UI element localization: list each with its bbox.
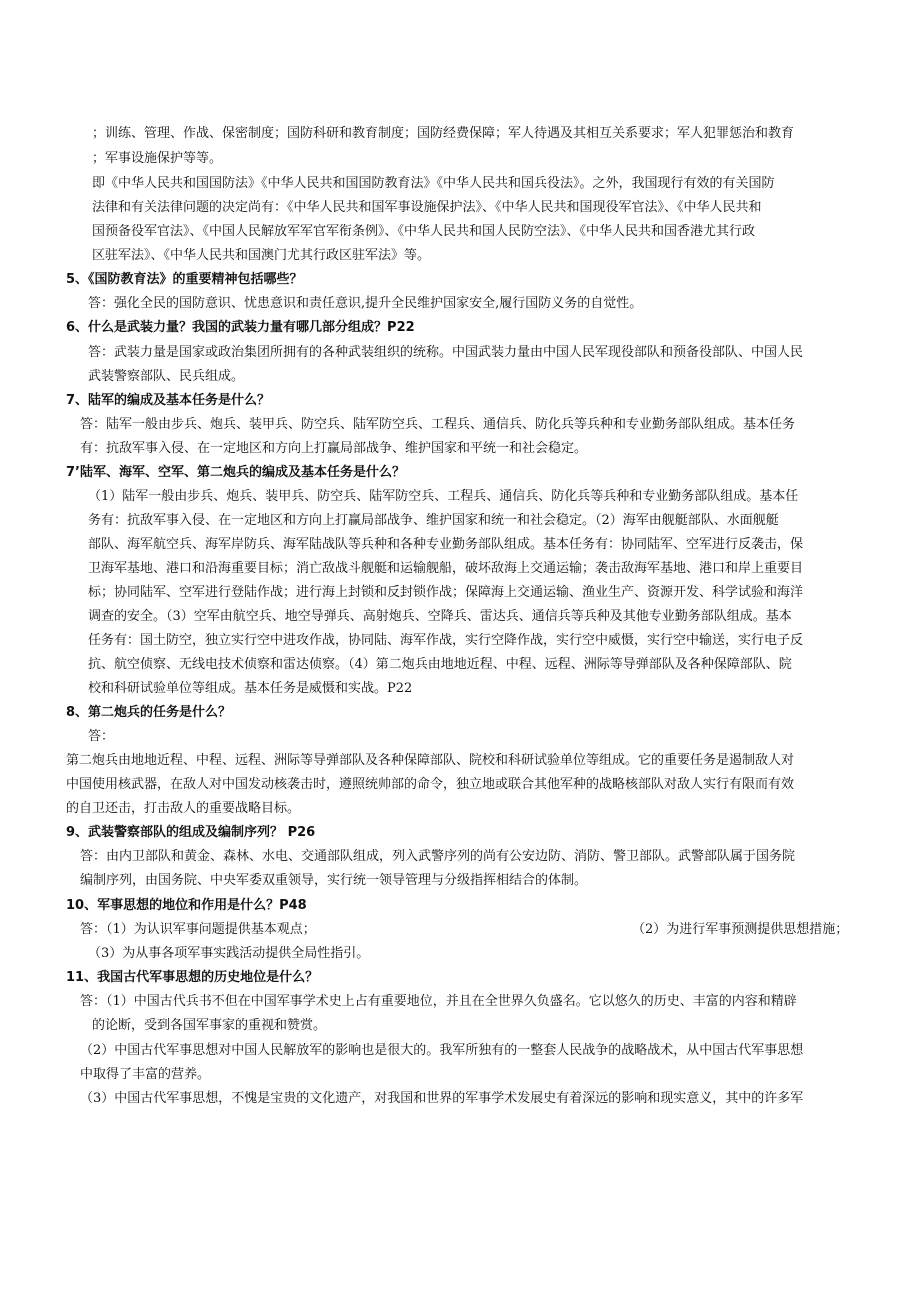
answer-line: 第二炮兵由地地近程、中程、远程、洲际等导弹部队及各种保障部队、院校和科研试验单位等组成。它的重要任务是遏制敌人对 <box>66 753 795 768</box>
answer-line: 答：（1）为认识军事问题提供基本观点； <box>80 922 316 937</box>
text-line: 法律和有关法律问题的决定尚有：《中华人民共和国军事设施保护法》、《中华人民共和国现役军官法》、《中华人民共和 <box>92 200 762 215</box>
answer-line: 编制序列，由国务院、中央军委双重领导，实行统一领导管理与分级指挥相结合的体制。 <box>80 873 588 888</box>
answer-line: 校和科研试验单位等组成。基本任务是威慑和实战。P22 <box>88 681 413 696</box>
question-heading-7b: 7’陆军、海军、空军、第二炮兵的编成及基本任务是什么？ <box>66 465 405 480</box>
answer-line: 中国使用核武器，在敌人对中国发动核袭击时，遵照统帅部的命令，独立地或联合其他军种的战略核部队对敌人实行有限而有效 <box>66 777 795 792</box>
answer-line: 务有：抗敌军事入侵、在一定地区和方向上打赢局部战争、维护国家和统一和社会稳定。（2）海军由舰艇部队、水面舰艇 <box>88 513 779 528</box>
answer-line: 答：由内卫部队和黄金、森林、水电、交通部队组成，列入武警序列的尚有公安边防、消防、警卫部队。武警部队属于国务院 <box>80 849 796 864</box>
question-heading-11: 11、我国古代军事思想的历史地位是什么？ <box>66 970 319 985</box>
answer-line: 武装警察部队、民兵组成。 <box>88 369 245 384</box>
text-line: 即《中华人民共和国国防法》《中华人民共和国国防教育法》《中华人民共和国兵役法》。之外，我国现行有效的有关国防 <box>92 176 775 191</box>
text-line: ；训练、管理、作战、保密制度；国防科研和教育制度；国防经费保障；军人待遇及其相互关系要求；军人犯罪惩治和教育 <box>92 126 795 141</box>
answer-label: 答： <box>88 729 115 744</box>
answer-line: 答：（1）中国古代兵书不但在中国军事学术史上占有重要地位，并且在全世界久负盛名。它以悠久的历史、丰富的内容和精辟 <box>80 994 797 1009</box>
answer-line: 的自卫还击，打击敌人的重要战略目标。 <box>66 801 301 816</box>
answer-line: （3）为从事各项军事实践活动提供全局性指引。 <box>88 946 370 961</box>
answer-line: （2）中国古代军事思想对中国人民解放军的影响也是很大的。我军所独有的一整套人民战争的战略战术，从中国古代军事思想 <box>80 1043 804 1058</box>
answer-line: 抗、航空侦察、无线电技术侦察和雷达侦察。（4）第二炮兵由地地近程、中程、远程、洲际等导弹部队及各种保障部队、院 <box>88 657 792 672</box>
question-heading-5: 5、《国防教育法》的重要精神包括哪些？ <box>66 272 303 287</box>
question-heading-6: 6、什么是武装力量？我国的武装力量有哪几部分组成？P22 <box>66 320 415 335</box>
answer-line: 卫海军基地、港口和沿海重要目标；消亡敌战斗舰艇和运输舰船，破坏敌海上交通运输；袭击敌海军基地、港口和岸上重要目 <box>88 561 804 576</box>
answer-line: 有：抗敌军事入侵、在一定地区和方向上打赢局部战争、维护国家和平统一和社会稳定。 <box>80 441 588 456</box>
answer-line: 调查的安全。（3）空军由航空兵、地空导弹兵、高射炮兵、空降兵、雷达兵、通信兵等兵种及其他专业勤务部队组成。基本 <box>88 609 792 624</box>
answer-line: 标；协同陆军、空军进行登陆作战；进行海上封锁和反封锁作战；保障海上交通运输、渔业生产、资源开发、科学试验和海洋 <box>88 585 804 600</box>
answer-line: 答：武装力量是国家或政治集团所拥有的各种武装组织的统称。中国武装力量由中国人民军现役部队和预备役部队、中国人民 <box>88 345 804 360</box>
answer-line: 答：强化全民的国防意识、忧患意识和责任意识,提升全民维护国家安全,履行国防义务的自觉性。 <box>88 296 643 311</box>
question-heading-8: 8、第二炮兵的任务是什么？ <box>66 705 232 720</box>
answer-line: 的论断，受到各国军事家的重视和赞赏。 <box>92 1018 327 1033</box>
text-line: 国预备役军官法》、《中国人民解放军军官军衔条例》、《中华人民共和国人民防空法》、《中华人民共和国香港尤其行政 <box>92 224 756 239</box>
answer-line: （1）陆军一般由步兵、炮兵、装甲兵、防空兵、陆军防空兵、工程兵、通信兵、防化兵等兵种和专业勤务部队组成。基本任 <box>88 489 799 504</box>
text-line: ；军事设施保护等等。 <box>92 151 223 166</box>
answer-line: 中取得了丰富的营养。 <box>80 1067 211 1082</box>
answer-line: 部队、海军航空兵、海军岸防兵、海军陆战队等兵种和各种专业勤务部队组成。基本任务有：协同陆军、空军进行反袭击，保 <box>88 537 804 552</box>
text-line: 区驻军法》、《中华人民共和国澳门尤其行政区驻军法》等。 <box>92 248 431 263</box>
answer-line: 答：陆军一般由步兵、炮兵、装甲兵、防空兵、陆军防空兵、工程兵、通信兵、防化兵等兵种和专业勤务部队组成。基本任务 <box>80 417 796 432</box>
answer-line: （3）中国古代军事思想，不愧是宝贵的文化遗产，对我国和世界的军事学术发展史有着深远的影响和现实意义，其中的许多军 <box>80 1091 804 1106</box>
question-heading-7: 7、陆军的编成及基本任务是什么？ <box>66 393 271 408</box>
question-heading-9: 9、武装警察部队的组成及编制序列？ P26 <box>66 825 316 840</box>
question-heading-10: 10、军事思想的地位和作用是什么？P48 <box>66 898 307 913</box>
answer-line-right: （2）为进行军事预测提供思想措施； <box>632 922 849 937</box>
answer-line: 任务有：国土防空，独立实行空中进攻作战，协同陆、海军作战，实行空降作战，实行空中威慑，实行空中输送，实行电子反 <box>88 633 804 648</box>
